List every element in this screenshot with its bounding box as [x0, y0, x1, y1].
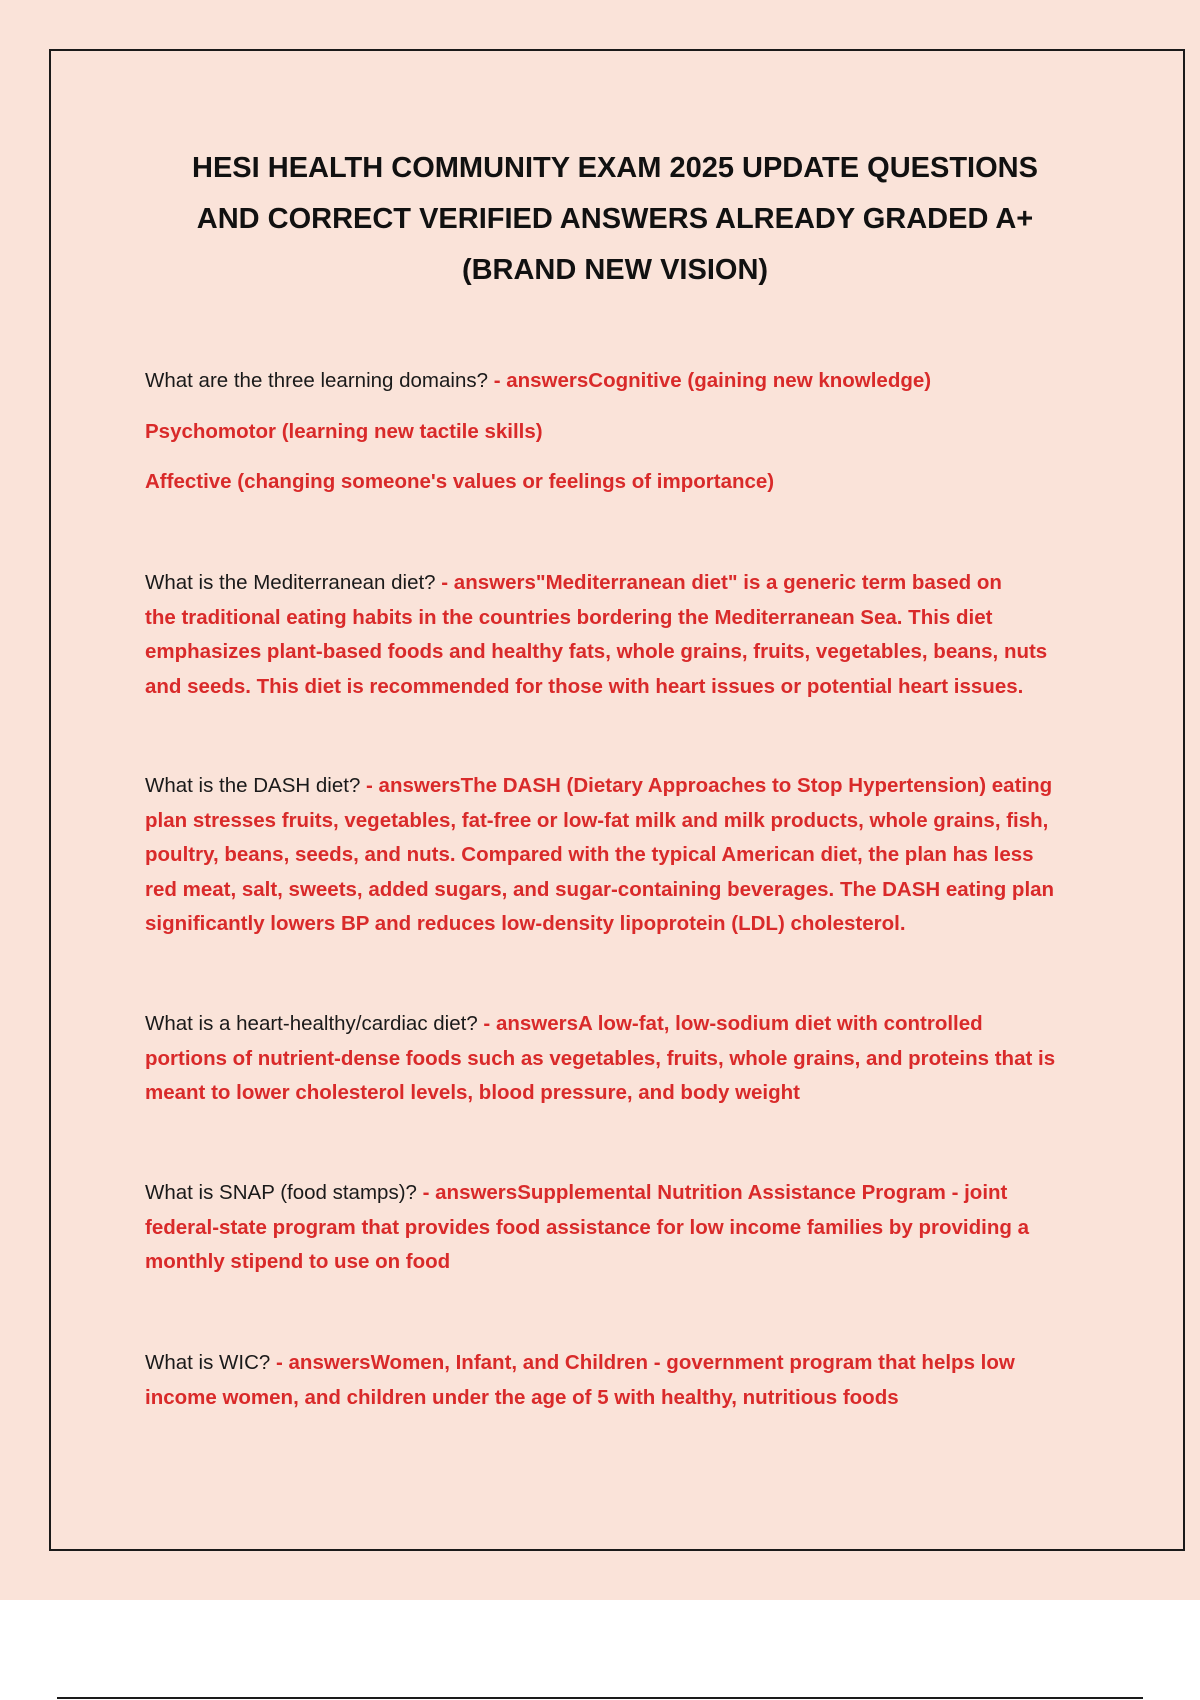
- question-text: What is a heart-healthy/cardiac diet?: [145, 1012, 478, 1035]
- answer-text: poultry, beans, seeds, and nuts. Compared with the typical American diet, the plan has less: [145, 843, 1034, 866]
- answer-text: - answers"Mediterranean diet" is a generic term based on: [435, 571, 1002, 594]
- title-line-1: HESI HEALTH COMMUNITY EXAM 2025 UPDATE QUESTIONS: [192, 152, 1038, 184]
- answer-text: Affective (changing someone's values or feelings of importance): [145, 470, 775, 493]
- qa-line: [145, 1176, 1085, 1211]
- answer-text: - answersThe DASH (Dietary Approaches to Stop Hypertension) eating: [360, 774, 1053, 797]
- question-text: What is the DASH diet?: [145, 774, 361, 797]
- answer-text: - answersSupplemental Nutrition Assistance Program - joint: [416, 1181, 1008, 1204]
- answer-text: - answersWomen, Infant, and Children - government program that helps low: [270, 1351, 1015, 1374]
- answer-text: portions of nutrient-dense foods such as vegetables, fruits, whole grains, and proteins that is: [145, 1046, 1056, 1070]
- question-text: What is SNAP (food stamps)?: [145, 1181, 417, 1204]
- answer-text: federal-state program that provides food assistance for low income families by providing a: [145, 1215, 1029, 1239]
- question-text: What are the three learning domains?: [145, 369, 489, 392]
- answer-text: meant to lower cholesterol levels, blood pressure, and body weight: [145, 1081, 800, 1104]
- question-text: What is the Mediterranean diet?: [145, 571, 436, 594]
- answer-text: plan stresses fruits, vegetables, fat-free or low-fat milk and milk products, whole grains, fish,: [145, 808, 1049, 832]
- qa-line: [145, 769, 1085, 804]
- answer-text: income women, and children under the age of 5 with healthy, nutritious foods: [145, 1385, 899, 1409]
- answer-text: significantly lowers BP and reduces low-density lipoprotein (LDL) cholesterol.: [145, 912, 906, 935]
- qa-item-cardiac-diet: [145, 1007, 1085, 1111]
- qa-item-wic: [145, 1346, 1085, 1415]
- answer-text: - answersA low-fat, low-sodium diet with controlled: [477, 1012, 983, 1035]
- qa-item-dash-diet: [145, 769, 1085, 942]
- title-line-3: (BRAND NEW VISION): [461, 254, 769, 286]
- qa-line: [145, 566, 1085, 601]
- qa-item-snap: [145, 1176, 1085, 1280]
- answer-text: Psychomotor (learning new tactile skills): [145, 419, 543, 443]
- answer-text: the traditional eating habits in the countries bordering the Mediterranean Sea. This diet: [145, 605, 993, 629]
- qa-line: [145, 1007, 1085, 1042]
- answer-text: emphasizes plant-based foods and healthy fats, whole grains, fruits, vegetables, beans, nuts: [145, 640, 1048, 663]
- question-text: What is WIC?: [145, 1351, 271, 1374]
- document-title: [140, 143, 1090, 296]
- bottom-divider: [57, 1697, 1143, 1699]
- qa-item-learning-domains: [145, 364, 1085, 500]
- answer-text: - answersCognitive (gaining new knowledge): [488, 369, 932, 392]
- answer-text: red meat, salt, sweets, added sugars, and sugar-containing beverages. The DASH eating plan: [145, 877, 1055, 901]
- answer-text: and seeds. This diet is recommended for those with heart issues or potential heart issues.: [145, 674, 1024, 698]
- title-line-2: AND CORRECT VERIFIED ANSWERS ALREADY GRADED A+: [196, 203, 1034, 235]
- answer-text: monthly stipend to use on food: [145, 1250, 451, 1273]
- qa-line: [145, 1346, 1085, 1381]
- qa-item-mediterranean-diet: [145, 566, 1085, 704]
- qa-line: [145, 364, 1085, 399]
